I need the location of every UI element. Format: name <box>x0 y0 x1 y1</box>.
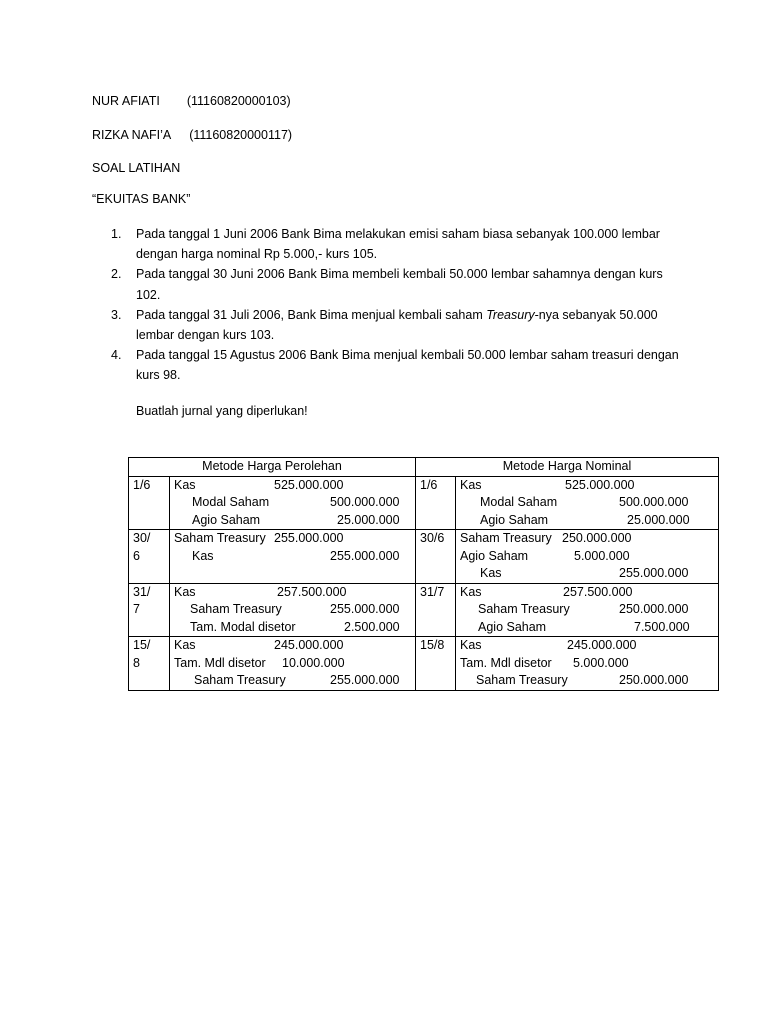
student-1-line <box>92 94 291 108</box>
item-text-line: dengan harga nominal Rp 5.000,- kurs 105. <box>136 247 378 262</box>
table-header-row <box>129 458 719 477</box>
student-2-id: (11160820000117) <box>189 128 293 142</box>
student-2-name: RIZKA NAFI’A <box>92 128 172 142</box>
entries-cell <box>456 583 719 637</box>
student-1-id: (11160820000103) <box>186 94 291 108</box>
entries-cell <box>170 530 416 584</box>
journal-entry: Tam. Mdl disetor 10.000.000 <box>174 655 345 670</box>
journal-entry: Saham Treasury 250.000.000 <box>460 531 632 545</box>
entries-cell <box>170 637 416 691</box>
journal-entry: Agio Saham 25.000.000 <box>480 512 690 527</box>
topic-title: “EKUITAS BANK” <box>92 192 191 206</box>
date-cell: 15/ 8 <box>129 637 170 691</box>
journal-entry: Saham Treasury 250.000.000 <box>478 602 689 616</box>
journal-entry: Kas 245.000.000 <box>174 638 344 652</box>
student-1-name: NUR AFIATI <box>92 94 160 108</box>
item-text-part: -nya sebanyak 50.000 <box>534 307 658 322</box>
entries-cell <box>170 476 416 530</box>
item-text-line: 102. <box>136 287 161 302</box>
journal-entry: Saham Treasury 250.000.000 <box>476 673 689 687</box>
subtitle: SOAL LATIHAN <box>92 161 181 175</box>
journal-entry: Kas 257.500.000 <box>174 584 347 599</box>
date-cell: 31/ 7 <box>129 583 170 637</box>
journal-entry: Saham Treasury 255.000.000 <box>174 531 344 545</box>
entries-cell <box>456 476 719 530</box>
journal-entry: Agio Saham 5.000.000 <box>460 548 630 563</box>
item-text-italic: Treasury <box>486 307 535 322</box>
journal-entry: Kas 255.000.000 <box>480 566 689 580</box>
item-text-line: Pada tanggal 15 Agustus 2006 Bank Bima menjual kembali 50.000 lembar saham treasuri dengan <box>136 348 679 363</box>
journal-entry: Kas 255.000.000 <box>192 548 400 563</box>
item-text-line: lembar dengan kurs 103. <box>136 328 275 343</box>
item-text-part: Pada tanggal 31 Juli 2006, Bank Bima menjual kembali saham <box>136 307 487 322</box>
list-item <box>111 224 691 264</box>
table-row <box>129 637 719 691</box>
date-cell: 1/6 <box>416 476 456 530</box>
item-text-line: Pada tanggal 1 Juni 2006 Bank Bima melakukan emisi saham biasa sebanyak 100.000 lembar <box>136 227 660 241</box>
date-cell: 30/6 <box>416 530 456 584</box>
entries-cell <box>456 637 719 691</box>
journal-entry: Kas 245.000.000 <box>460 638 637 652</box>
column-header-left: Metode Harga Perolehan <box>129 458 416 477</box>
journal-entry: Saham Treasury 255.000.000 <box>190 602 400 616</box>
date-cell: 1/6 <box>129 476 170 530</box>
item-number: 1. <box>111 227 122 241</box>
journal-entry: Modal Saham 500.000.000 <box>480 495 689 509</box>
item-number: 3. <box>111 307 122 322</box>
column-header-right: Metode Harga Nominal <box>416 458 719 477</box>
entries-cell <box>170 583 416 637</box>
list-item <box>111 264 691 304</box>
date-cell: 30/ 6 <box>129 530 170 584</box>
table-row <box>129 583 719 637</box>
student-2-line <box>92 128 292 142</box>
date-cell: 15/8 <box>416 637 456 691</box>
journal-entry: Saham Treasury 255.000.000 <box>194 673 400 687</box>
list-item <box>111 345 691 385</box>
list-item <box>111 305 691 345</box>
item-number: 2. <box>111 267 122 282</box>
table-row <box>129 530 719 584</box>
journal-table <box>128 457 719 691</box>
item-number: 4. <box>111 348 122 363</box>
journal-entry: Agio Saham 25.000.000 <box>192 512 400 527</box>
question-list <box>111 224 691 386</box>
journal-entry: Tam. Modal disetor 2.500.000 <box>190 619 400 634</box>
journal-entry: Kas 257.500.000 <box>460 584 633 599</box>
journal-entry: Tam. Mdl disetor 5.000.000 <box>460 655 629 670</box>
date-cell: 31/7 <box>416 583 456 637</box>
table-row <box>129 476 719 530</box>
journal-entry: Agio Saham 7.500.000 <box>478 619 690 634</box>
item-text-line: Pada tanggal 30 Juni 2006 Bank Bima membeli kembali 50.000 lembar sahamnya dengan kurs <box>136 267 663 282</box>
item-text-line: kurs 98. <box>136 368 181 383</box>
instruction-text: Buatlah jurnal yang diperlukan! <box>136 404 308 418</box>
journal-entry: Kas 525.000.000 <box>460 477 635 492</box>
journal-entry: Kas 525.000.000 <box>174 477 344 492</box>
journal-entry: Modal Saham 500.000.000 <box>192 495 400 509</box>
entries-cell <box>456 530 719 584</box>
